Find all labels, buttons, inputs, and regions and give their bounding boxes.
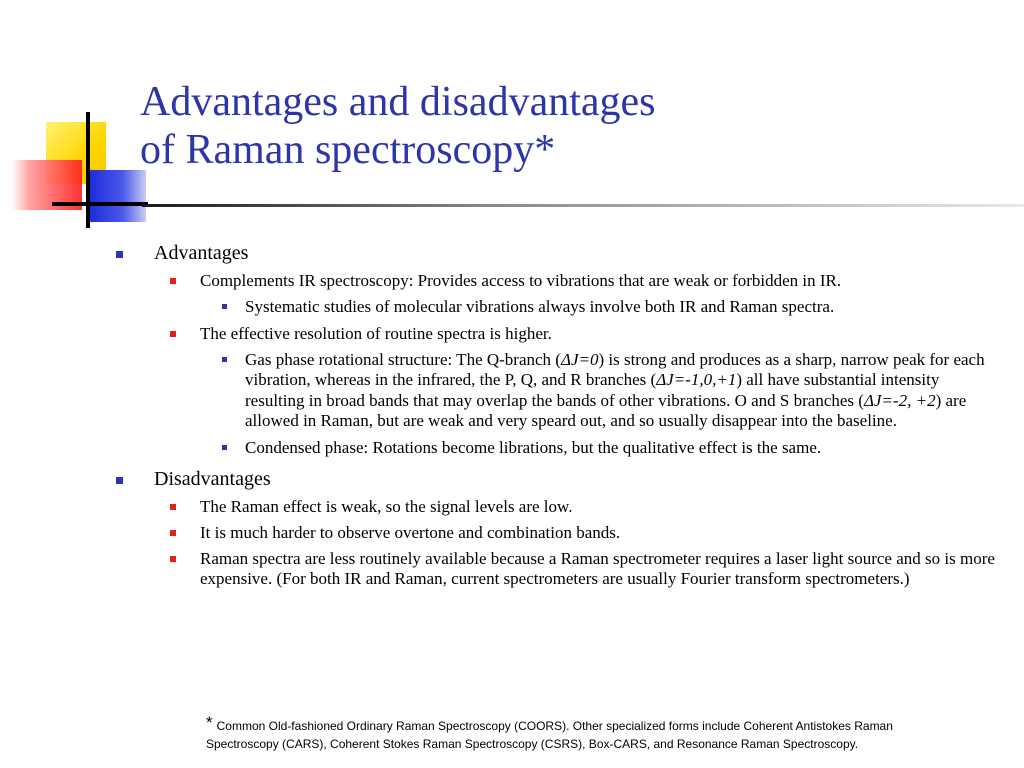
- footnote: [206, 714, 966, 753]
- advantage-subitem: Systematic studies of molecular vibrations always involve both IR and Raman spectra.: [110, 297, 1000, 318]
- square-bullet-icon: [116, 251, 123, 258]
- slide-logo-decoration: [0, 0, 150, 240]
- blue-square: [88, 170, 146, 222]
- advantages-heading: [110, 242, 1000, 265]
- square-bullet-icon: [170, 530, 176, 536]
- horizontal-line: [52, 202, 148, 206]
- delta-j-math: ΔJ=-2, +2: [863, 390, 936, 410]
- slide-content: [110, 236, 1000, 589]
- vertical-line: [86, 112, 90, 228]
- square-bullet-icon: [116, 477, 123, 484]
- square-bullet-icon: [170, 331, 176, 337]
- title-rule: [142, 204, 1024, 207]
- advantage-subitem: Gas phase rotational structure: The Q-branch (ΔJ=0) is strong and produces as a sharp, narrow peak for each vibration, whereas in the infrared, the P, Q, and R branches (ΔJ=-1,0,+1) all have substantial intensity resulting in broad bands that may overlap the bands of other vibrations. O and S branches (ΔJ=-2, +2) are allowed in Raman, but are weak and very speard out, and so usually disappear into the baseline.: [110, 350, 1000, 432]
- disadvantage-item: It is much harder to observe overtone and combination bands.: [110, 523, 1000, 543]
- square-bullet-icon: [170, 278, 176, 284]
- square-bullet-icon: [170, 556, 176, 562]
- title-line-2: of Raman spectroscopy*: [140, 127, 556, 173]
- square-bullet-icon: [222, 304, 227, 309]
- advantage-item: The effective resolution of routine spectra is higher.: [110, 324, 1000, 344]
- delta-j-math: ΔJ=0: [560, 349, 599, 369]
- square-bullet-icon: [222, 445, 227, 450]
- disadvantages-heading-text: Disadvantages: [154, 468, 271, 490]
- advantage-item: Complements IR spectroscopy: Provides access to vibrations that are weak or forbidden in IR.: [110, 271, 1000, 291]
- disadvantages-heading: [110, 468, 1000, 491]
- slide-title: [140, 78, 656, 174]
- disadvantage-item: Raman spectra are less routinely available because a Raman spectrometer requires a laser light source and so is more expensive. (For both IR and Raman, current spectrometers are usually Fourier transform spectrometers.): [110, 549, 1000, 589]
- delta-j-math: ΔJ=-1,0,+1: [656, 370, 737, 389]
- footnote-mark: *: [206, 713, 213, 732]
- square-bullet-icon: [222, 357, 227, 362]
- advantages-heading-text: Advantages: [154, 242, 249, 264]
- title-line-1: Advantages and disadvantages: [140, 79, 656, 125]
- disadvantage-item: The Raman effect is weak, so the signal levels are low.: [110, 497, 1000, 517]
- footnote-text: Common Old-fashioned Ordinary Raman Spectroscopy (COORS). Other specialized forms include Coherent Antistokes Raman Spectroscopy (CARS), Coherent Stokes Raman Spectroscopy (CSRS), Box-CARS, and Resonance Raman Spectroscopy.: [206, 719, 893, 751]
- advantage-subitem: Condensed phase: Rotations become librations, but the qualitative effect is the same.: [110, 438, 1000, 459]
- square-bullet-icon: [170, 504, 176, 510]
